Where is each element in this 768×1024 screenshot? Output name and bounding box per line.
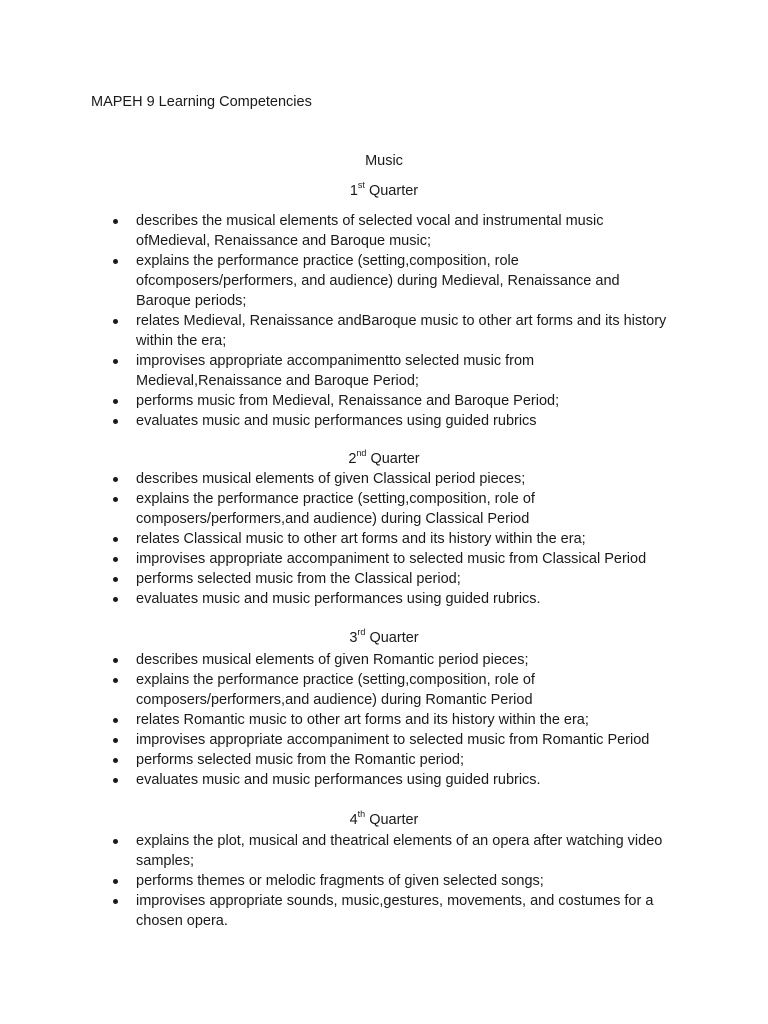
list-item-text: explains the performance practice (setting,composition, role of composers/performers,and audience) during Romantic Period <box>136 672 535 708</box>
quarter-3-heading <box>0 628 768 648</box>
bullet-icon <box>113 359 118 364</box>
list-item <box>112 730 672 750</box>
list-item <box>112 549 672 569</box>
list-item <box>112 589 672 609</box>
list-item-text: relates Romantic music to other art forms and its history within the era; <box>136 712 589 728</box>
bullet-icon <box>113 778 118 783</box>
bullet-icon <box>113 758 118 763</box>
quarter-2-competency-list <box>112 469 672 609</box>
bullet-icon <box>113 557 118 562</box>
list-item <box>112 391 672 411</box>
list-item <box>112 211 672 251</box>
list-item-text: describes musical elements of given Romantic period pieces; <box>136 652 529 668</box>
bullet-icon <box>113 899 118 904</box>
quarter-4-heading <box>0 810 768 830</box>
bullet-icon <box>113 219 118 224</box>
list-item-text: describes the musical elements of selected vocal and instrumental music ofMedieval, Renaissance and Baroque music; <box>136 213 604 249</box>
quarter-4-competency-list <box>112 831 672 931</box>
quarter-1-competency-list <box>112 211 672 431</box>
quarter-ordinal-suffix: nd <box>356 448 367 459</box>
bullet-icon <box>113 738 118 743</box>
list-item <box>112 351 672 391</box>
list-item-text: improvises appropriate accompaniment to selected music from Romantic Period <box>136 732 650 748</box>
list-item-text: improvises appropriate accompaniment to selected music from Classical Period <box>136 551 647 567</box>
quarter-ordinal-suffix: th <box>357 809 366 820</box>
bullet-icon <box>113 879 118 884</box>
document-title: MAPEH 9 Learning Competencies <box>91 94 312 110</box>
quarter-2-heading <box>0 449 768 469</box>
bullet-icon <box>113 477 118 482</box>
list-item <box>112 251 672 311</box>
bullet-icon <box>113 577 118 582</box>
quarter-1-heading <box>0 181 768 201</box>
list-item <box>112 569 672 589</box>
list-item-text: improvises appropriate accompanimentto selected music from Medieval,Renaissance and Baroque Period; <box>136 353 535 389</box>
list-item-text: performs music from Medieval, Renaissance and Baroque Period; <box>136 393 560 409</box>
list-item <box>112 670 672 710</box>
list-item <box>112 311 672 351</box>
list-item-text: explains the performance practice (setting,composition, role of composers/performers,and audience) during Classical Period <box>136 491 535 527</box>
list-item <box>112 750 672 770</box>
bullet-icon <box>113 399 118 404</box>
bullet-icon <box>113 497 118 502</box>
quarter-number: 4 <box>349 812 358 828</box>
list-item <box>112 891 672 931</box>
list-item <box>112 411 672 431</box>
bullet-icon <box>113 597 118 602</box>
quarter-number: 1 <box>349 183 358 199</box>
list-item-text: performs selected music from the Classical period; <box>136 571 461 587</box>
quarter-number: 2 <box>348 451 357 467</box>
bullet-icon <box>113 537 118 542</box>
list-item <box>112 489 672 529</box>
list-item-text: describes musical elements of given Classical period pieces; <box>136 471 526 487</box>
list-item-text: relates Classical music to other art forms and its history within the era; <box>136 531 586 547</box>
quarter-label: Quarter <box>369 630 419 646</box>
list-item <box>112 529 672 549</box>
list-item <box>112 650 672 670</box>
bullet-icon <box>113 718 118 723</box>
quarter-ordinal-suffix: rd <box>357 627 366 638</box>
subject-heading: Music <box>365 153 403 169</box>
quarter-label: Quarter <box>370 451 420 467</box>
bullet-icon <box>113 419 118 424</box>
list-item <box>112 710 672 730</box>
bullet-icon <box>113 658 118 663</box>
list-item-text: explains the performance practice (setting,composition, role ofcomposers/performers, and audience) during Medieval, Renaissance and Baroque periods; <box>136 253 620 309</box>
list-item-text: evaluates music and music performances using guided rubrics. <box>136 772 541 788</box>
quarter-ordinal-suffix: st <box>357 180 365 191</box>
quarter-label: Quarter <box>368 183 419 199</box>
list-item-text: improvises appropriate sounds, music,gestures, movements, and costumes for a chosen opera. <box>136 893 654 929</box>
list-item <box>112 871 672 891</box>
list-item <box>112 831 672 871</box>
bullet-icon <box>113 259 118 264</box>
list-item-text: evaluates music and music performances using guided rubrics <box>136 413 537 429</box>
list-item-text: relates Medieval, Renaissance andBaroque music to other art forms and its history within the era; <box>136 313 667 349</box>
list-item-text: evaluates music and music performances using guided rubrics. <box>136 591 541 607</box>
list-item-text: performs themes or melodic fragments of given selected songs; <box>136 873 544 889</box>
list-item <box>112 770 672 790</box>
quarter-number: 3 <box>349 630 358 646</box>
bullet-icon <box>113 839 118 844</box>
quarter-label: Quarter <box>369 812 419 828</box>
list-item-text: performs selected music from the Romantic period; <box>136 752 464 768</box>
bullet-icon <box>113 319 118 324</box>
list-item <box>112 469 672 489</box>
quarter-3-competency-list <box>112 650 672 790</box>
bullet-icon <box>113 678 118 683</box>
list-item-text: explains the plot, musical and theatrical elements of an opera after watching video samples; <box>136 833 663 869</box>
